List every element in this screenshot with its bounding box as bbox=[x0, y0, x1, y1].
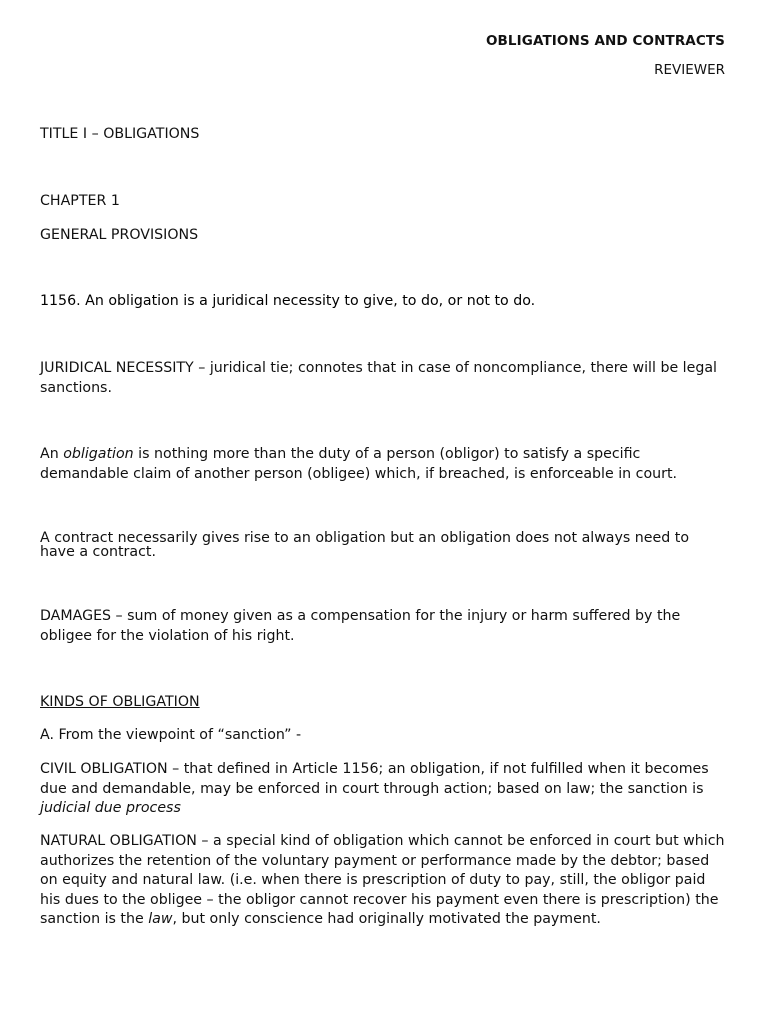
contract-note: A contract necessarily gives rise to an obligation but an obligation does not always need to have a contract. bbox=[40, 530, 690, 560]
natural-obligation-pre: NATURAL OBLIGATION – a special kind of obligation which cannot be enforced in court but which authorizes the retention of the voluntary payment or performance made by the debtor; based on equity and natural law. (i.e. when there is prescription of duty to pay, still, the obligor paid his dues to the obligee – the obligor cannot recover his payment even there is prescription) the sanction is the bbox=[40, 833, 725, 927]
natural-obligation-definition bbox=[40, 832, 728, 930]
chapter-name: GENERAL PROVISIONS bbox=[40, 227, 199, 243]
natural-obligation-post: , but only conscience had originally motivated the payment. bbox=[172, 911, 601, 927]
juridical-necessity-definition: JURIDICAL NECESSITY – juridical tie; connotes that in case of noncompliance, there will be legal sanctions. bbox=[40, 360, 717, 396]
civil-obligation-em: judicial due process bbox=[40, 800, 181, 816]
natural-obligation-em: law bbox=[148, 911, 173, 927]
damages-definition: DAMAGES – sum of money given as a compensation for the injury or harm suffered by the obligee for the violation of his right. bbox=[40, 608, 681, 644]
sanction-viewpoint: A. From the viewpoint of “sanction” - bbox=[40, 727, 302, 743]
document-header-subtitle: REVIEWER bbox=[654, 62, 725, 78]
civil-obligation-pre: CIVIL OBLIGATION – that defined in Article 1156; an obligation, if not fulfilled when it becomes due and demandable, may be enforced in court through action; based on law; the sanction is bbox=[40, 761, 709, 797]
obligation-definition-pre: An bbox=[40, 446, 64, 462]
title-heading: TITLE I – OBLIGATIONS bbox=[40, 126, 200, 142]
obligation-definition-em: obligation bbox=[63, 446, 134, 462]
civil-obligation-definition bbox=[40, 760, 728, 819]
chapter-heading: CHAPTER 1 bbox=[40, 193, 120, 209]
article-1156: 1156. An obligation is a juridical necessity to give, to do, or not to do. bbox=[40, 293, 536, 309]
kinds-of-obligation-heading: KINDS OF OBLIGATION bbox=[40, 694, 200, 710]
obligation-definition-post: is nothing more than the duty of a person (obligor) to satisfy a specific demandable claim of another person (obligee) which, if breached, is enforceable in court. bbox=[40, 446, 678, 482]
document-header-title: OBLIGATIONS AND CONTRACTS bbox=[485, 33, 725, 49]
obligation-definition bbox=[40, 445, 728, 484]
